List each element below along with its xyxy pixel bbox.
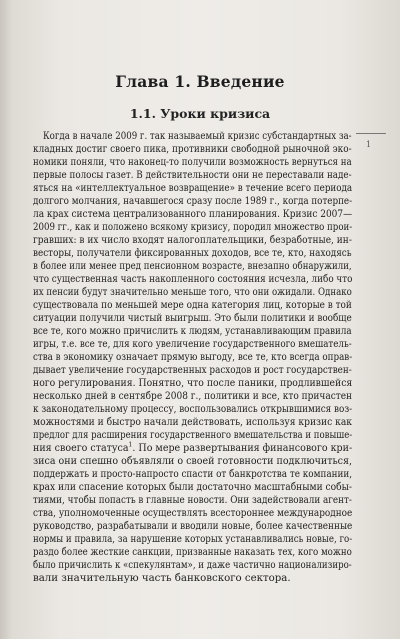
text-line: существовала по меньшей мере одна категория лиц, которые в той bbox=[33, 300, 352, 311]
text-line: дывает увеличение государственных расходов и рост государствен- bbox=[33, 365, 352, 376]
text-line: кладных достиг своего пика, противники свободной рыночной эко- bbox=[33, 144, 352, 155]
text-line: первые полосы газет. В действительности они не переставали наде- bbox=[33, 170, 352, 181]
text-line: тиями, чтобы попасть в главные новости. Они задействовали агент- bbox=[33, 495, 352, 506]
text-line: все те, кого можно причислить к людям, устанавливающим правила bbox=[33, 326, 352, 337]
text-line: руководство, разрабатывали и вводили новые, более качественные bbox=[33, 521, 353, 532]
text-line: можностями и быстро начали действовать, используя кризис как bbox=[33, 417, 352, 428]
page-number-rule bbox=[356, 133, 386, 134]
text-line: ства, уполномоченные осуществлять всестороннее международное bbox=[33, 508, 353, 519]
text-line-with-footnote bbox=[33, 442, 352, 455]
text-line: номики поняли, что наконец-то получили возможность вернуться на bbox=[33, 157, 352, 168]
page-number: 1 bbox=[366, 140, 372, 149]
text-line: крах или спасение которых были достаточно масштабными собы- bbox=[33, 482, 352, 493]
text-line: было причислить к «спекулянтам», и даже частично национализиро- bbox=[33, 560, 352, 571]
text-line: в более или менее пред пенсионном возрасте, внезапно обнаружили, bbox=[33, 261, 352, 272]
text-line: гравших: в их число входят налогоплательщики, безработные, ин- bbox=[33, 235, 352, 246]
section-title: 1.1. Уроки кризиса bbox=[129, 106, 271, 121]
text-line: ния своего статуса bbox=[33, 443, 129, 454]
text-line: поддержать и просто-напросто спасти от банкротства те компании, bbox=[33, 469, 353, 480]
text-line: нормы и правила, за нарушение которых устанавливались новые, го- bbox=[33, 534, 353, 545]
text-line: несколько дней в сентябре 2008 г., политики и все, кто причастен bbox=[33, 391, 353, 402]
text-line: игры, т.е. все те, для кого увеличение государственного вмешатель- bbox=[33, 339, 352, 350]
footnote-marker[interactable]: 1 bbox=[128, 440, 133, 449]
text-line: предлог для расширения государственного вмешательства и повыше- bbox=[33, 430, 353, 441]
text-line: вали значительную часть банковского сектора. bbox=[33, 573, 291, 584]
text-line: ситуации получили чистый выигрыш. Это были политики и вообще bbox=[33, 313, 352, 324]
text-line: ла крах система централизованного планирования. Кризис 2007— bbox=[33, 209, 353, 220]
text-line: что существенная часть накопленного состояния исчезла, либо что bbox=[33, 274, 353, 285]
text-line-continuation: . По мере развертывания финансового кри- bbox=[132, 443, 353, 454]
text-line: 2009 гг., как и положено всякому кризису, породил множество прои- bbox=[33, 222, 353, 233]
chapter-title: Глава 1. Введение bbox=[115, 72, 285, 91]
text-line: ного регулирования. Понятно, что после паники, продлившейся bbox=[33, 378, 353, 389]
text-line: яться на «интеллектуальное возвращение» в течение всего периода bbox=[33, 183, 353, 194]
text-line: весторы, получатели фиксированных доходов, все те, кто, находясь bbox=[33, 248, 352, 259]
text-line: раздо более жесткие санкции, призванные наказать тех, кого можно bbox=[33, 547, 352, 558]
text-line: зиса они спешно объявляли о своей готовности подключиться, bbox=[33, 456, 353, 467]
text-line: долгого молчания, начавшегося сразу после 1989 г., когда потерпе- bbox=[33, 196, 353, 207]
text-line: Когда в начале 2009 г. так называемый кризис субстандартных за- bbox=[43, 131, 352, 142]
text-line: к законодательному процессу, воспользовались открывшимися воз- bbox=[33, 404, 353, 415]
text-line: ства в экономику означает прямую выгоду, все те, кто всегда оправ- bbox=[33, 352, 353, 363]
text-line: их пенсии будут значительно меньше того, что они ожидали. Однако bbox=[33, 287, 352, 298]
